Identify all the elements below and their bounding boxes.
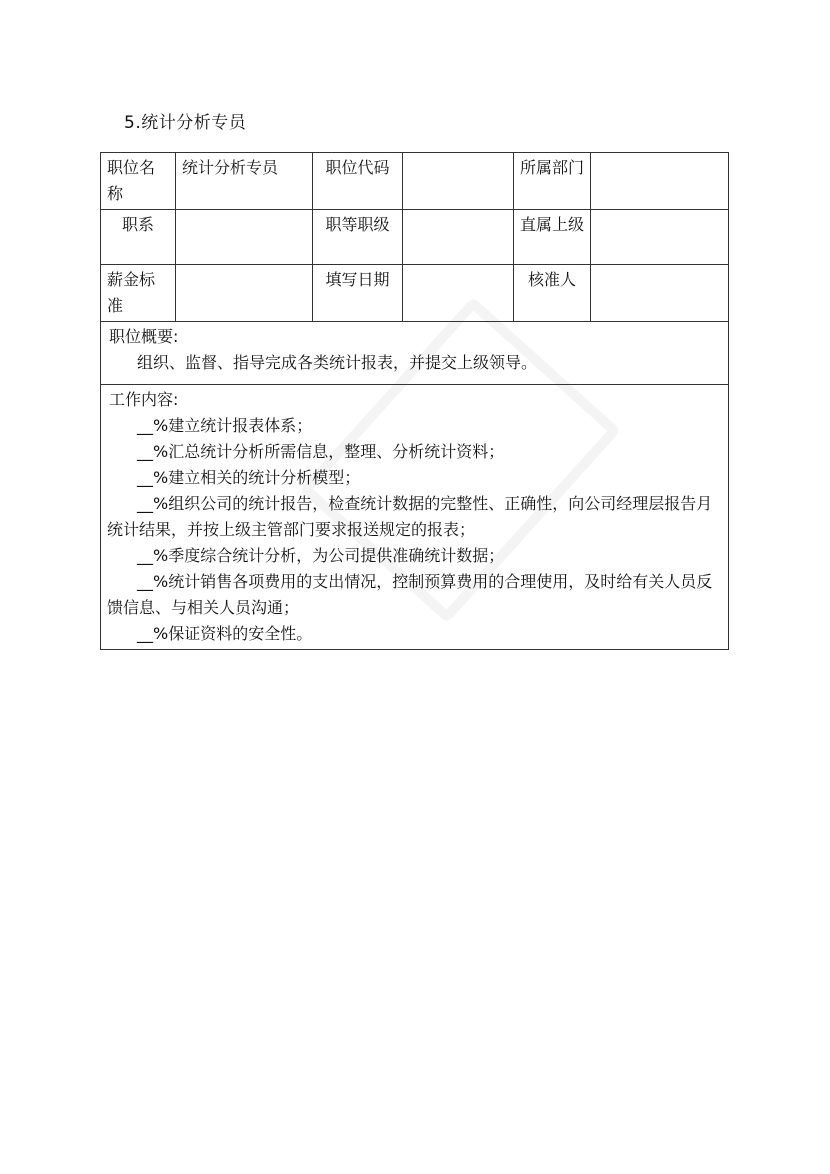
label-position-name: 职位名称 (101, 153, 176, 210)
label-salary-standard: 薪金标准 (101, 265, 176, 322)
value-position-name: 统计分析专员 (176, 153, 313, 210)
label-department: 所属部门 (514, 153, 591, 210)
table-row (101, 265, 729, 322)
duty-item: __%建立统计报表体系； (137, 416, 313, 435)
duty-item: __%季度综合统计分析，为公司提供准确统计数据； (137, 546, 505, 565)
summary-label: 职位概要: (109, 327, 179, 346)
value-position-code (403, 153, 514, 210)
value-approver (591, 265, 729, 322)
duty-item: __%组织公司的统计报告，检查统计数据的完整性、正确性，向公司经理层报告月统计结果，并按上级主管部门要求报送规定的报表； (107, 494, 713, 539)
job-description-table (100, 152, 729, 650)
duties-cell (101, 385, 729, 650)
duty-item: __%保证资料的安全性。 (137, 624, 313, 643)
table-row (101, 210, 729, 265)
section-title: 5.统计分析专员 (124, 113, 247, 133)
duty-item: __%建立相关的统计分析模型； (137, 468, 361, 487)
label-fill-date: 填写日期 (313, 265, 403, 322)
value-department (591, 153, 729, 210)
label-approver: 核准人 (514, 265, 591, 322)
value-direct-supervisor (591, 210, 729, 265)
duties-label: 工作内容: (109, 390, 179, 409)
value-salary-standard (176, 265, 313, 322)
value-grade-level (403, 210, 514, 265)
summary-text: 组织、监督、指导完成各类统计报表，并提交上级领导。 (137, 353, 538, 372)
table-row (101, 153, 729, 210)
label-direct-supervisor: 直属上级 (514, 210, 591, 265)
duty-item: __%汇总统计分析所需信息，整理、分析统计资料； (137, 442, 505, 461)
value-fill-date (403, 265, 514, 322)
label-grade-level: 职等职级 (313, 210, 403, 265)
label-position-code: 职位代码 (313, 153, 403, 210)
value-job-family (176, 210, 313, 265)
duties-row (101, 385, 729, 650)
duty-item: __%统计销售各项费用的支出情况，控制预算费用的合理使用，及时给有关人员反馈信息、与相关人员沟通； (107, 572, 713, 617)
summary-row (101, 322, 729, 385)
label-job-family: 职系 (101, 210, 176, 265)
summary-cell (101, 322, 729, 385)
